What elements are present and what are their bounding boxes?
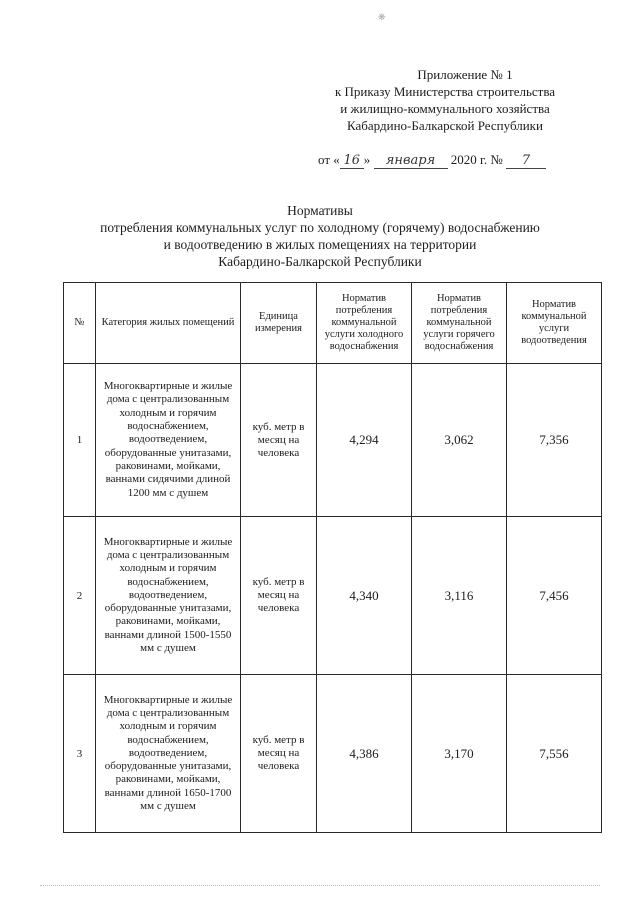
order-date-line [318,152,546,169]
table-header-row [64,283,602,364]
appendix-line-1: Приложение № 1 [417,67,513,82]
row-unit: куб. метр в месяц на человека [241,517,317,675]
norms-table [63,282,602,833]
date-prefix: от « [318,152,340,167]
scan-bottom-edge [40,885,600,886]
appendix-line-2: к Приказу Министерства строительства [334,84,556,99]
appendix-line-4: Кабардино-Балкарской Республики [347,118,543,133]
row-unit: куб. метр в месяц на человека [241,675,317,833]
header-hot-water: Норматив потребления коммунальной услуги горячего водоснабжения [412,283,507,364]
table-row [64,675,602,833]
handwritten-day: 16 [340,153,364,169]
row-cold-value: 4,340 [317,517,412,675]
table-row [64,517,602,675]
header-number: № [64,283,96,364]
title-line-4: Кабардино-Балкарской Республики [218,254,422,269]
row-hot-value: 3,062 [412,364,507,517]
row-unit: куб. метр в месяц на человека [241,364,317,517]
handwritten-month: января [374,153,448,169]
row-number: 2 [64,517,96,675]
header-category: Категория жилых помещений [96,283,241,364]
header-cold-water: Норматив потребления коммунальной услуги холодного водоснабжения [317,283,412,364]
date-year: 2020 г. № [450,152,503,167]
row-cold-value: 4,386 [317,675,412,833]
row-hot-value: 3,170 [412,675,507,833]
title-line-1: Нормативы [287,203,353,218]
appendix-header [300,66,590,134]
row-category: Многоквартирные и жилые дома с централизованным холодным и горячим водоснабжением, водоотведением, оборудованные унитазами, раковинами, мойками, ваннами сидячими длиной 1200 мм с душем [96,364,241,517]
title-line-3: и водоотведению в жилых помещениях на территории [163,237,477,252]
row-category: Многоквартирные и жилые дома с централизованным холодным и горячим водоснабжением, водоотведением, оборудованные унитазами, раковинами, мойками, ваннами длиной 1500-1550 мм с душем [96,517,241,675]
table-row [64,364,602,517]
header-unit: Единица измерения [241,283,317,364]
header-drainage: Норматив коммунальной услуги водоотведения [507,283,602,364]
row-category: Многоквартирные и жилые дома с централизованным холодным и горячим водоснабжением, водоотведением, оборудованные унитазами, раковинами, мойками, ваннами длиной 1650-1700 мм с душем [96,675,241,833]
appendix-line-3: и жилищно-коммунального хозяйства [340,101,550,116]
date-mid: » [363,152,371,167]
row-cold-value: 4,294 [317,364,412,517]
handwritten-order-number: 7 [506,153,546,169]
document-title [60,202,580,270]
row-hot-value: 3,116 [412,517,507,675]
row-drain-value: 7,456 [507,517,602,675]
title-line-2: потребления коммунальных услуг по холодному (горячему) водоснабжению [100,220,540,235]
row-number: 3 [64,675,96,833]
scan-speck: ❋ [378,12,386,22]
row-number: 1 [64,364,96,517]
row-drain-value: 7,356 [507,364,602,517]
row-drain-value: 7,556 [507,675,602,833]
